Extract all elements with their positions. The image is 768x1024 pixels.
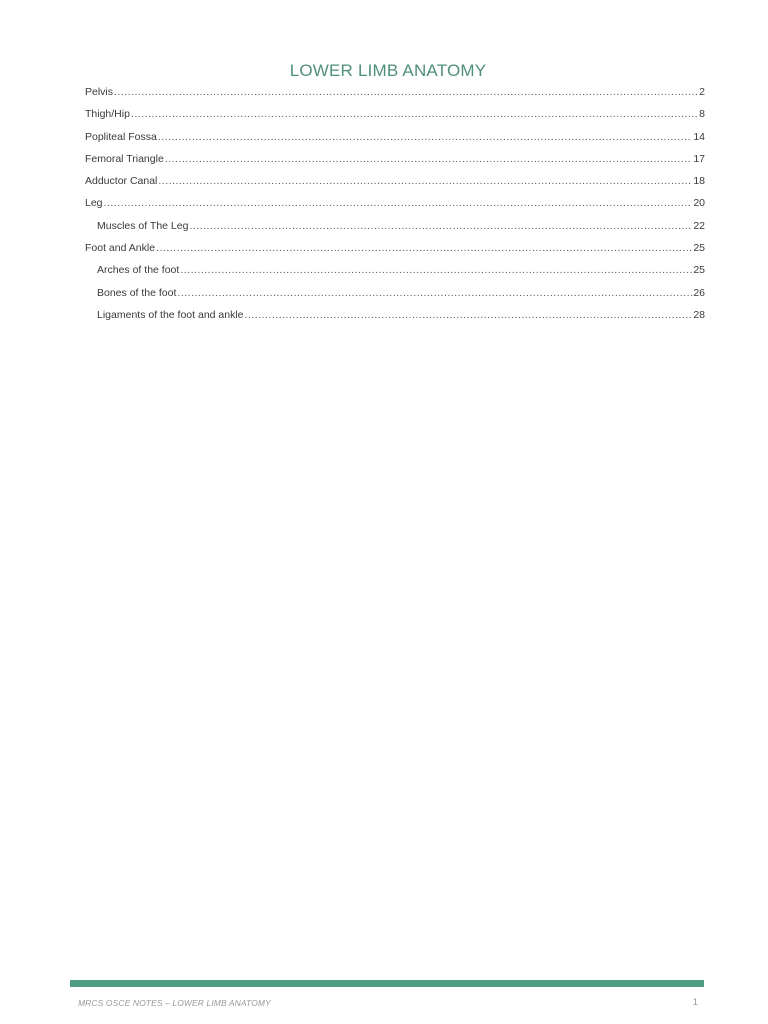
toc-entry-label: Popliteal Fossa xyxy=(85,130,157,143)
toc-entry-label: Femoral Triangle xyxy=(85,152,164,165)
toc-entry-page: 25 xyxy=(693,264,705,277)
page-title: LOWER LIMB ANATOMY xyxy=(289,61,487,80)
toc-entry-popliteal-fossa[interactable] xyxy=(85,129,705,151)
toc-dot-leader xyxy=(158,129,693,145)
footer-page-number: 1 xyxy=(692,997,698,1008)
toc-dot-leader xyxy=(114,84,698,100)
toc-entry-label: Muscles of The Leg xyxy=(97,219,189,232)
footer-rule xyxy=(70,980,704,987)
toc-entry-page: 17 xyxy=(693,152,705,165)
toc-dot-leader xyxy=(104,195,693,211)
toc-entry-label: Ligaments of the foot and ankle xyxy=(97,308,244,321)
toc-entry-muscles-of-the-leg[interactable] xyxy=(85,218,705,240)
toc-dot-leader xyxy=(131,106,698,122)
toc-entry-adductor-canal[interactable] xyxy=(85,173,705,195)
toc-entry-femoral-triangle[interactable] xyxy=(85,151,705,173)
toc-entry-label: Foot and Ankle xyxy=(85,242,156,255)
toc-entry-label: Arches of the foot xyxy=(97,264,180,277)
toc-entry-label: Adductor Canal xyxy=(85,175,158,188)
toc-entry-page: 22 xyxy=(693,219,705,232)
toc-entry-page: 2 xyxy=(699,86,705,98)
toc-dot-leader xyxy=(156,240,692,256)
toc-entry-label: Pelvis xyxy=(85,86,114,98)
toc-dot-leader xyxy=(165,151,693,167)
toc-entry-pelvis[interactable] xyxy=(85,84,705,106)
toc-dot-leader xyxy=(180,262,692,278)
toc-entry-page: 26 xyxy=(693,286,705,299)
toc-entry-page: 20 xyxy=(693,197,705,210)
toc-entry-label: Thigh/Hip xyxy=(85,108,130,121)
toc-dot-leader xyxy=(177,285,692,301)
table-of-contents xyxy=(85,84,705,329)
toc-entry-foot-and-ankle[interactable] xyxy=(85,240,705,262)
toc-entry-leg[interactable] xyxy=(85,195,705,217)
toc-entry-arches-of-the-foot[interactable] xyxy=(85,262,705,284)
toc-entry-thigh-hip[interactable] xyxy=(85,106,705,128)
toc-dot-leader xyxy=(245,307,693,323)
toc-entry-bones-of-the-foot[interactable] xyxy=(85,285,705,307)
toc-entry-page: 14 xyxy=(693,130,705,143)
toc-entry-page: 8 xyxy=(699,108,705,121)
toc-entry-page: 18 xyxy=(693,175,705,188)
toc-dot-leader xyxy=(158,173,692,189)
toc-dot-leader xyxy=(189,218,692,234)
toc-entry-ligaments-of-the-foot-and-ankle[interactable] xyxy=(85,307,705,329)
toc-entry-page: 25 xyxy=(693,242,705,255)
toc-entry-label: Bones of the foot xyxy=(97,286,177,299)
toc-entry-page: 28 xyxy=(693,308,705,321)
footer-running-title: MRCS OSCE NOTES – LOWER LIMB ANATOMY xyxy=(78,998,271,1008)
toc-entry-label: Leg xyxy=(85,197,103,210)
